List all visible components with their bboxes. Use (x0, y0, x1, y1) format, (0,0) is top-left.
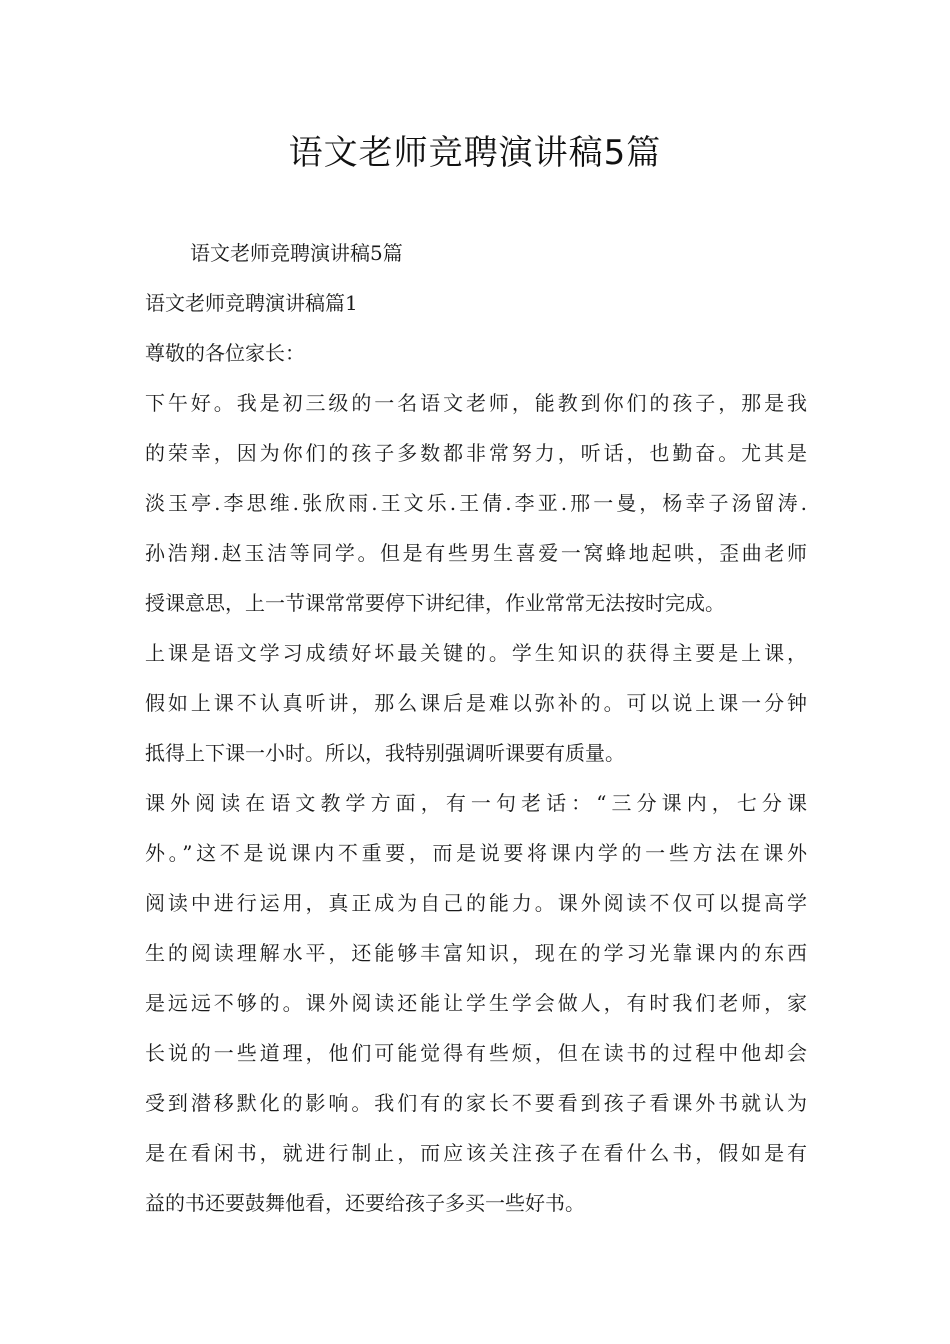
paragraph-line: 孙浩翔.赵玉洁等同学。但是有些男生喜爱一窝蜂地起哄，歪曲老师 (145, 541, 807, 565)
paragraph-line: 授课意思，上一节课常常要停下讲纪律，作业常常无法按时完成。 (145, 591, 725, 615)
salutation: 尊敬的各位家长： (145, 341, 305, 365)
section-heading: 语文老师竞聘演讲稿篇1 (145, 291, 358, 315)
paragraph-line: 课外阅读在语文教学方面，有一句老话：“三分课内，七分课 (145, 791, 807, 815)
paragraph-line: 外。”这不是说课内不重要，而是说要将课内学的一些方法在课外 (145, 841, 807, 865)
paragraph-line: 淡玉亭.李思维.张欣雨.王文乐.王倩.李亚.邢一曼，杨幸子汤留涛. (145, 491, 807, 515)
subtitle-line: 语文老师竞聘演讲稿5篇 (190, 241, 403, 265)
document-body (145, 228, 807, 1228)
paragraph-line: 是远远不够的。课外阅读还能让学生学会做人，有时我们老师，家 (145, 991, 807, 1015)
paragraph-line: 长说的一些道理，他们可能觉得有些烦，但在读书的过程中他却会 (145, 1041, 807, 1065)
paragraph-line: 上课是语文学习成绩好坏最关键的。学生知识的获得主要是上课， (145, 641, 807, 665)
paragraph-line: 阅读中进行运用，真正成为自己的能力。课外阅读不仅可以提高学 (145, 891, 807, 915)
document-title: 语文老师竞聘演讲稿5篇 (288, 133, 662, 173)
paragraph-line: 下午好。我是初三级的一名语文老师，能教到你们的孩子，那是我 (145, 391, 807, 415)
paragraph-line: 生的阅读理解水平，还能够丰富知识，现在的学习光靠课内的东西 (145, 941, 807, 965)
paragraph-line: 假如上课不认真听讲，那么课后是难以弥补的。可以说上课一分钟 (145, 691, 807, 715)
paragraph-line: 益的书还要鼓舞他看，还要给孩子多买一些好书。 (145, 1191, 585, 1215)
paragraph-line: 受到潜移默化的影响。我们有的家长不要看到孩子看课外书就认为 (145, 1091, 807, 1115)
paragraph-line: 是在看闲书，就进行制止，而应该关注孩子在看什么书，假如是有 (145, 1141, 807, 1165)
paragraph-line: 抵得上下课一小时。所以，我特别强调听课要有质量。 (145, 741, 625, 765)
paragraph-line: 的荣幸，因为你们的孩子多数都非常努力，听话，也勤奋。尤其是 (145, 441, 807, 465)
